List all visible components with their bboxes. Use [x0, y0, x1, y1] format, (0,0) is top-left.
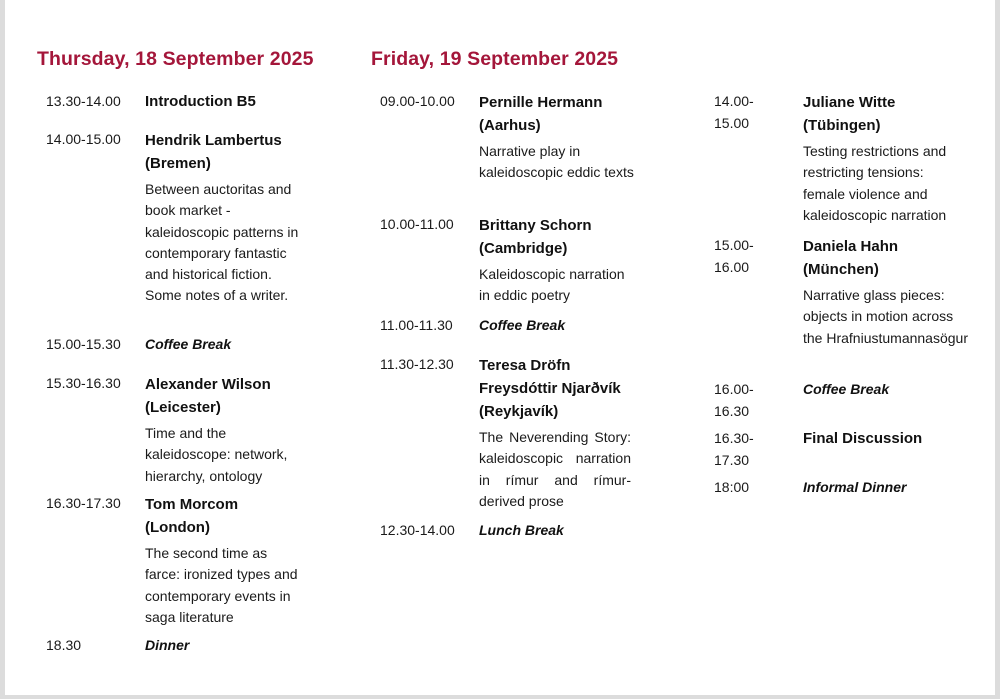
- break-label: Informal Dinner: [803, 479, 907, 495]
- break-label: Coffee Break: [145, 336, 232, 352]
- break-label: Coffee Break: [479, 317, 566, 333]
- speaker-affiliation: (München): [803, 261, 879, 278]
- day-title-thursday: Thursday, 18 September 2025: [37, 48, 314, 70]
- talk-title: Narrative glass pieces: objects in motion across the Hrafniustumannasögur: [803, 287, 968, 346]
- entry-time: 10.00-11.00: [380, 216, 454, 232]
- talk-title: Narrative play in kaleidoscopic eddic texts: [479, 143, 634, 181]
- entry-label: Introduction B5: [145, 93, 256, 110]
- entry-time: 15.00-16.00: [714, 237, 754, 275]
- entry-time: 13.30-14.00: [46, 93, 121, 109]
- speaker-name: Pernille Hermann: [479, 94, 603, 111]
- talk-title: Testing restrictions and restricting tensions: female violence and kaleidoscopic narration: [803, 143, 947, 223]
- entry-time: 11.30-12.30: [380, 356, 454, 372]
- talk-title: The second time as farce: ironized types and contemporary events in saga literature: [145, 545, 298, 625]
- speaker-name: Juliane Witte: [803, 94, 896, 111]
- speaker-affiliation: (Aarhus): [479, 117, 541, 134]
- entry-time: 09.00-10.00: [380, 93, 455, 109]
- talk-title: Kaleidoscopic narration in eddic poetry: [479, 266, 625, 304]
- entry-time: 12.30-14.00: [380, 522, 455, 538]
- entry-label: Final Discussion: [803, 430, 923, 447]
- speaker-affiliation: (Leicester): [145, 399, 221, 416]
- entry-time: 11.00-11.30: [380, 317, 453, 333]
- speaker-affiliation: (Tübingen): [803, 117, 881, 134]
- entry-time: 16.00-16.30: [714, 381, 754, 419]
- speaker-affiliation: (Reykjavík): [479, 403, 559, 420]
- break-label: Dinner: [145, 637, 190, 653]
- day-title-friday: Friday, 19 September 2025: [371, 48, 619, 70]
- entry-time: 15.30-16.30: [46, 375, 121, 391]
- entry-time: 16.30-17.30: [46, 495, 121, 511]
- entry-time: 18:00: [714, 479, 750, 495]
- speaker-name: Brittany Schorn: [479, 217, 592, 234]
- speaker-name: Hendrik Lambertus: [145, 132, 282, 149]
- speaker-name: Teresa Dröfn Freysdóttir Njarðvík: [479, 357, 621, 397]
- speaker-affiliation: (Cambridge): [479, 240, 568, 257]
- speaker-name: Tom Morcom: [145, 496, 239, 513]
- speaker-affiliation: (Bremen): [145, 155, 211, 172]
- entry-time: 18.30: [46, 637, 82, 653]
- talk-title: Time and the kaleidoscope: network, hierarchy, ontology: [145, 425, 288, 484]
- speaker-name: Alexander Wilson: [145, 376, 271, 393]
- talk-title: Between auctoritas and book market - kaleidoscopic patterns in contemporary fantastic and historical fiction. Some notes of a writer.: [145, 181, 299, 304]
- entry-time: 14.00-15.00: [714, 93, 754, 131]
- speaker-name: Daniela Hahn: [803, 238, 899, 255]
- entry-time: 15.00-15.30: [46, 336, 121, 352]
- talk-title: The Neverending Story: kaleidoscopic narration in rímur and rímur-derived prose: [479, 429, 631, 509]
- entry-time: 16.30-17.30: [714, 430, 754, 468]
- break-label: Lunch Break: [479, 522, 564, 538]
- schedule-page: [5, 0, 995, 695]
- break-label: Coffee Break: [803, 381, 890, 397]
- speaker-affiliation: (London): [145, 519, 210, 536]
- entry-time: 14.00-15.00: [46, 131, 121, 147]
